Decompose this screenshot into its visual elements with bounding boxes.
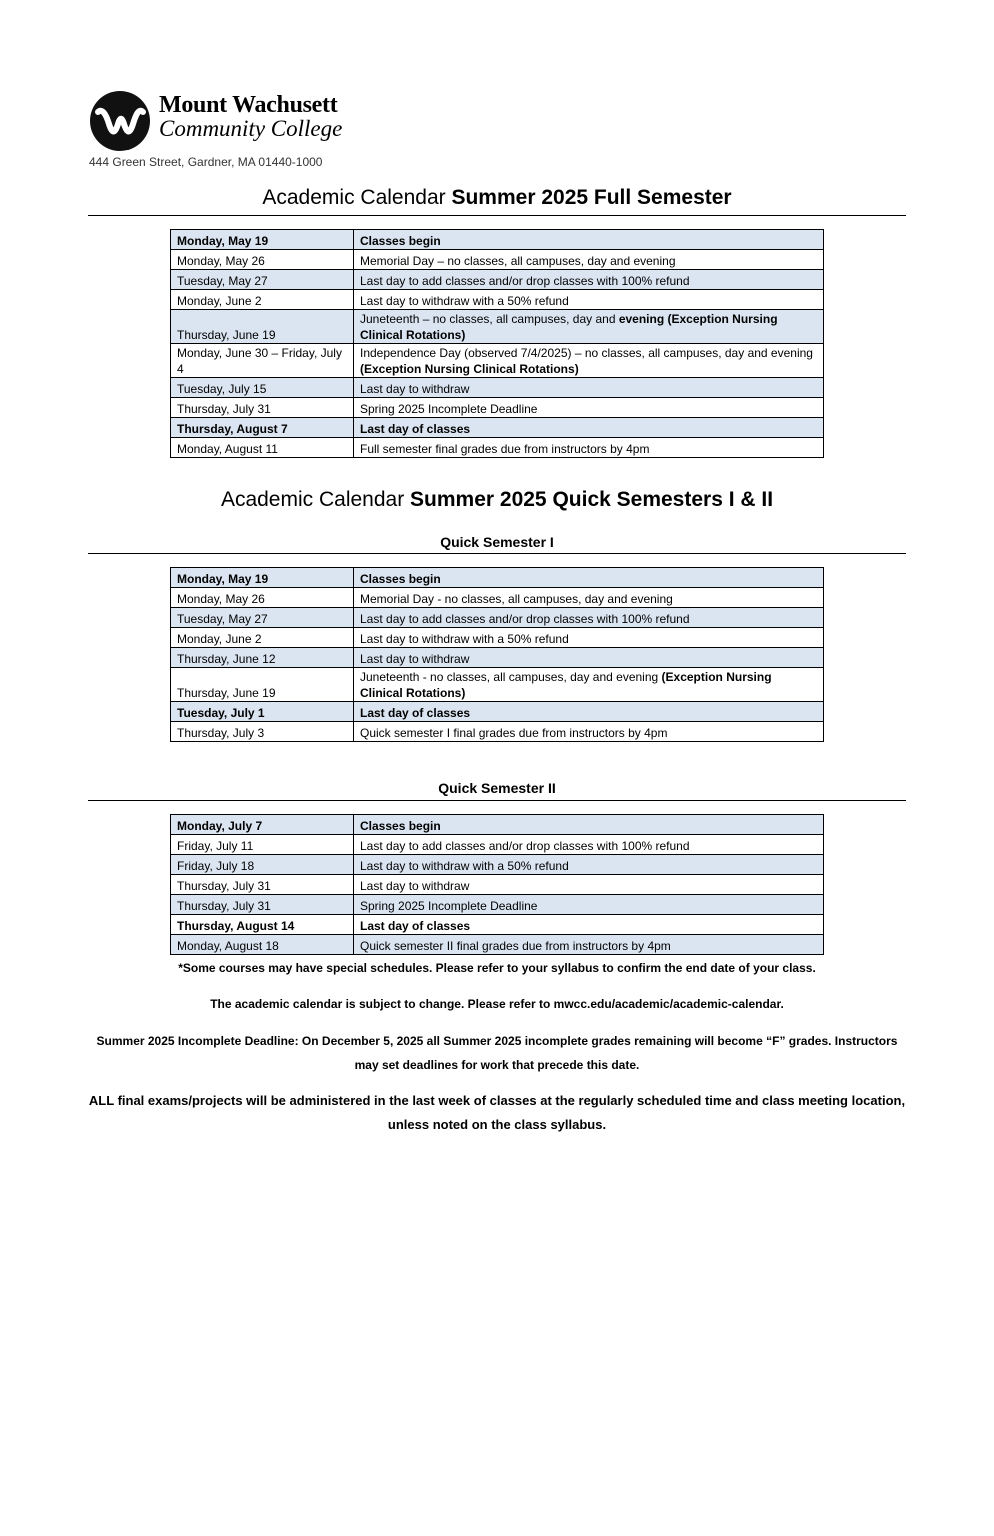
quick-semester-2-title: Quick Semester II (438, 780, 556, 796)
quick-semester-2-table (170, 814, 824, 955)
table-row (171, 344, 824, 378)
quick-semesters-title-plain: Academic Calendar (220, 488, 411, 511)
event-cell: Last day to add classes and/or drop classes with 100% refund (354, 270, 824, 290)
quick-semester-1-title: Quick Semester I (440, 534, 554, 550)
note-subject-to-change: The academic calendar is subject to change. Please refer to mwcc.edu/academic/academic-calendar. (210, 997, 784, 1011)
event-cell: Last day to withdraw with a 50% refund (354, 628, 824, 648)
table-row (171, 230, 824, 250)
note-incomplete-deadline: Summer 2025 Incomplete Deadline: On December 5, 2025 all Summer 2025 incomplete grades remaining will become “F” grades. Instructors may set deadlines for work that precede this date. (96, 1034, 898, 1072)
date-cell: Thursday, July 31 (171, 398, 354, 418)
table-row (171, 438, 824, 458)
table-row (171, 270, 824, 290)
table-row (171, 722, 824, 742)
date-cell: Monday, June 30 – Friday, July 4 (171, 344, 354, 378)
table-row (171, 835, 824, 855)
event-cell: Memorial Day - no classes, all campuses, day and evening (354, 588, 824, 608)
date-cell: Monday, August 18 (171, 935, 354, 955)
date-cell: Friday, July 18 (171, 855, 354, 875)
table-row (171, 628, 824, 648)
event-cell: Classes begin (354, 568, 824, 588)
table-row (171, 250, 824, 270)
table-row (171, 815, 824, 835)
note-final-exams: ALL final exams/projects will be administered in the last week of classes at the regularly scheduled time and class meeting location, unless noted on the class syllabus. (88, 1093, 906, 1132)
event-cell: Last day of classes (354, 418, 824, 438)
date-cell: Friday, July 11 (171, 835, 354, 855)
date-cell: Monday, May 26 (171, 250, 354, 270)
quick-semester-1-table (170, 567, 824, 742)
table-row (171, 418, 824, 438)
table-row (171, 290, 824, 310)
college-logo (89, 90, 369, 150)
date-cell: Monday, July 7 (171, 815, 354, 835)
date-cell: Thursday, June 19 (171, 668, 354, 702)
date-cell: Monday, June 2 (171, 628, 354, 648)
event-cell: Last day to add classes and/or drop classes with 100% refund (354, 608, 824, 628)
event-cell: Last day to withdraw (354, 378, 824, 398)
table-row (171, 608, 824, 628)
event-cell: Last day of classes (354, 915, 824, 935)
logo-name: Mount Wachusett (159, 92, 338, 118)
date-cell: Tuesday, May 27 (171, 270, 354, 290)
table-row (171, 855, 824, 875)
college-address: 444 Green Street, Gardner, MA 01440-1000 (89, 155, 323, 169)
table-row (171, 648, 824, 668)
date-cell: Monday, May 26 (171, 588, 354, 608)
event-cell: Juneteenth - no classes, all campuses, day and evening (Exception Nursing Clinical Rotations) (354, 668, 824, 702)
table-row (171, 568, 824, 588)
event-cell: Juneteenth – no classes, all campuses, day and evening (Exception Nursing Clinical Rotations) (354, 310, 824, 344)
date-cell: Thursday, June 19 (171, 310, 354, 344)
table-row (171, 702, 824, 722)
table-row (171, 875, 824, 895)
date-cell: Thursday, July 3 (171, 722, 354, 742)
event-cell: Independence Day (observed 7/4/2025) – no classes, all campuses, day and evening (Exception Nursing Clinical Rotations) (354, 344, 824, 378)
date-cell: Thursday, June 12 (171, 648, 354, 668)
event-cell: Last day to withdraw (354, 648, 824, 668)
full-semester-divider (88, 215, 906, 216)
full-semester-table (170, 229, 824, 458)
event-cell: Last day to withdraw (354, 875, 824, 895)
event-cell: Classes begin (354, 815, 824, 835)
table-row (171, 398, 824, 418)
event-cell: Spring 2025 Incomplete Deadline (354, 398, 824, 418)
event-cell: Full semester final grades due from instructors by 4pm (354, 438, 824, 458)
table-row (171, 378, 824, 398)
event-cell: Memorial Day – no classes, all campuses, day and evening (354, 250, 824, 270)
table-row (171, 310, 824, 344)
date-cell: Monday, May 19 (171, 230, 354, 250)
event-cell: Quick semester I final grades due from instructors by 4pm (354, 722, 824, 742)
event-cell: Last day to add classes and/or drop classes with 100% refund (354, 835, 824, 855)
quick-semester-1-divider (88, 553, 906, 554)
table-row (171, 935, 824, 955)
event-cell: Last day to withdraw with a 50% refund (354, 290, 824, 310)
date-cell: Monday, August 11 (171, 438, 354, 458)
event-cell: Quick semester II final grades due from instructors by 4pm (354, 935, 824, 955)
table-row (171, 895, 824, 915)
event-cell: Last day of classes (354, 702, 824, 722)
college-logo-mark-icon (89, 90, 151, 152)
date-cell: Tuesday, July 1 (171, 702, 354, 722)
date-cell: Thursday, July 31 (171, 895, 354, 915)
date-cell: Thursday, August 14 (171, 915, 354, 935)
table-row (171, 915, 824, 935)
logo-subtitle: Community College (159, 116, 343, 141)
quick-semester-2-divider (88, 800, 906, 801)
table-row (171, 668, 824, 702)
full-semester-title-bold: Summer 2025 Full Semester (451, 186, 732, 209)
note-special-schedules: *Some courses may have special schedules. Please refer to your syllabus to confirm the end date of your class. (178, 961, 816, 975)
date-cell: Tuesday, July 15 (171, 378, 354, 398)
quick-semesters-title-bold: Summer 2025 Quick Semesters I & II (410, 488, 774, 511)
event-cell: Last day to withdraw with a 50% refund (354, 855, 824, 875)
event-cell: Classes begin (354, 230, 824, 250)
full-semester-title-plain: Academic Calendar (262, 186, 452, 209)
date-cell: Monday, June 2 (171, 290, 354, 310)
date-cell: Thursday, August 7 (171, 418, 354, 438)
full-semester-title (88, 186, 906, 210)
table-row (171, 588, 824, 608)
date-cell: Tuesday, May 27 (171, 608, 354, 628)
quick-semesters-title (88, 488, 906, 512)
event-cell: Spring 2025 Incomplete Deadline (354, 895, 824, 915)
date-cell: Thursday, July 31 (171, 875, 354, 895)
date-cell: Monday, May 19 (171, 568, 354, 588)
